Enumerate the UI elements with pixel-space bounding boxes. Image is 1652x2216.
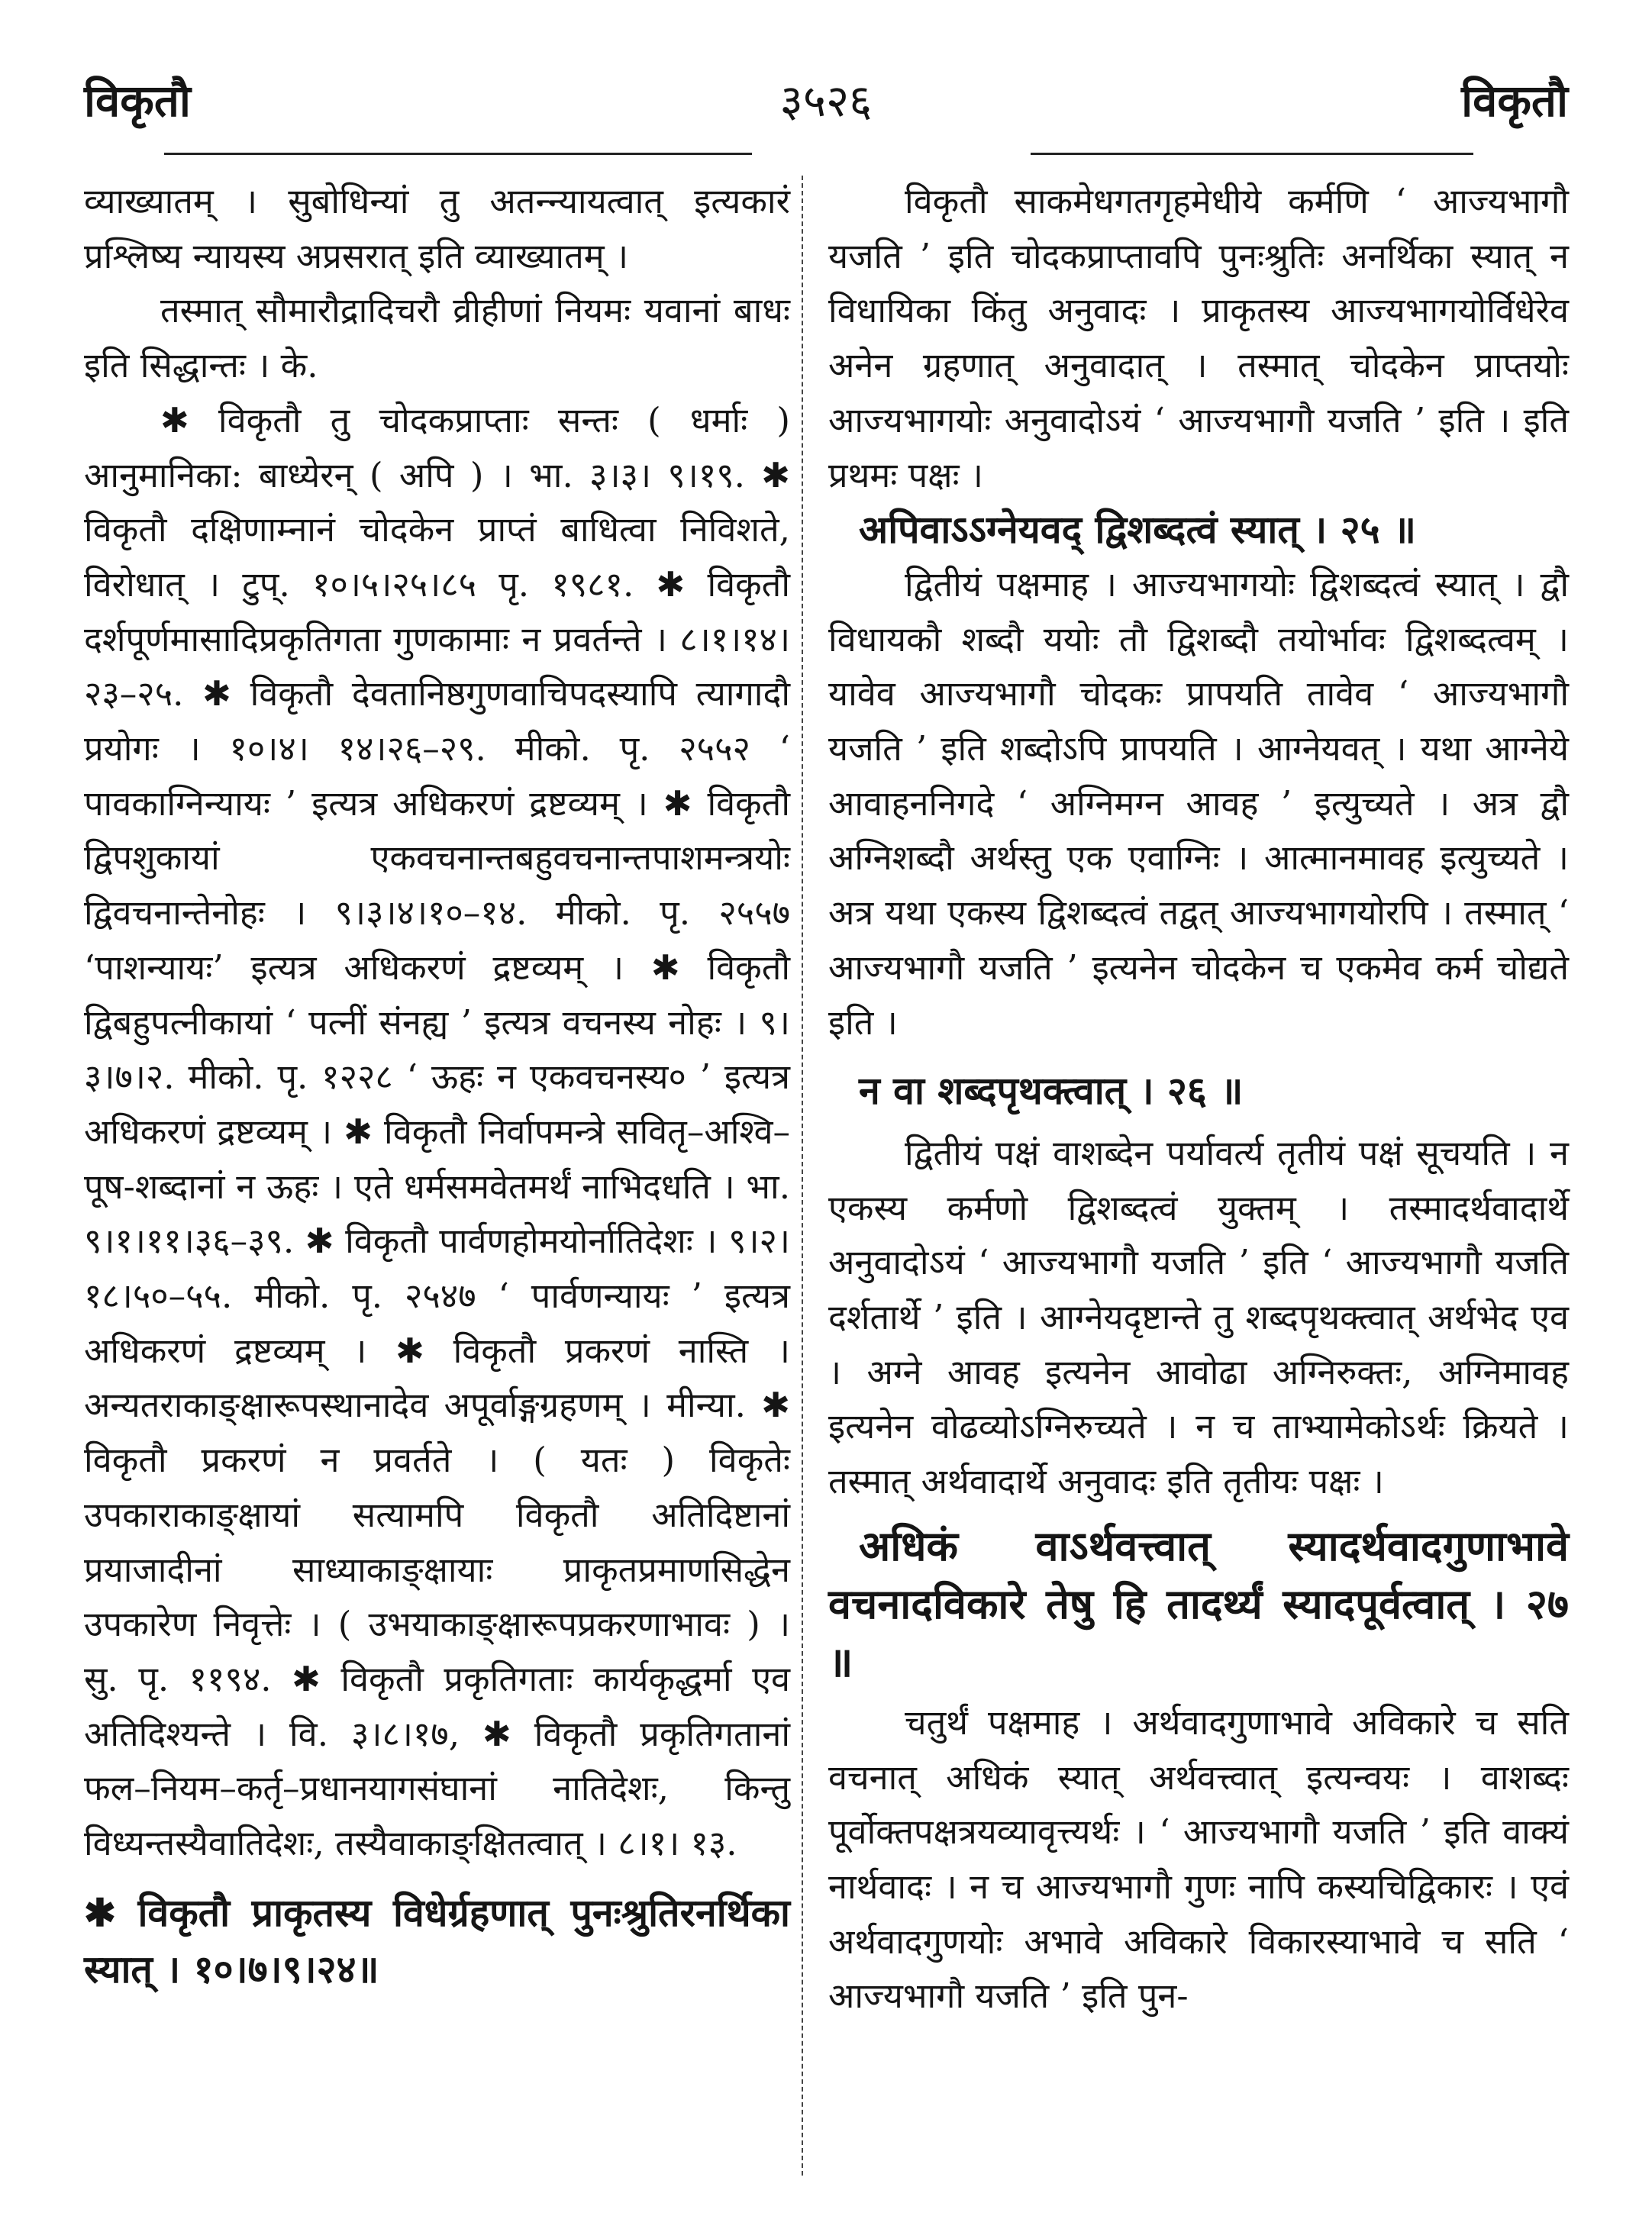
running-head-right: विकृतौ <box>1461 75 1568 127</box>
left-column <box>84 174 790 1998</box>
right-sutra-25: अपिवाऽऽग्नेयवद् द्विशब्दत्वं स्यात् । २५ ॥ <box>859 507 1416 553</box>
right-paragraph-4: चतुर्थं पक्षमाह । अर्थवादगुणाभावे अविकारे च सति वचनात् अधिकं स्यात् अर्थवत्त्वात् इत्यन्वयः । वाशब्दः पूर्वोक्तपक्षत्रयव्यावृत्त्यर्थः । ‘ आज्यभागौ यजति ’ इति वाक्यं नार्थवादः । न च आज्यभागौ गुणः नापि कस्यचिद्विकारः । एवं अर्थवादगुणयोः अभावे अविकारे विकारस्याभावे च सति ‘ आज्यभागौ यजति ’ इति पुन- <box>828 1702 1569 2017</box>
page-number: ३५२६ <box>779 75 873 127</box>
column-divider <box>802 176 803 2176</box>
right-paragraph-2: द्वितीयं पक्षमाह । आज्यभागयोः द्विशब्दत्वं स्यात् । द्वौ विधायकौ शब्दौ ययोः तौ द्विशब्दौ तयोर्भावः द्विशब्दत्वम् । यावेव आज्यभागौ चोदकः प्रापयति तावेव ‘ आज्यभागौ यजति ’ इति शब्दोऽपि प्रापयति । आग्नेयवत् । यथा आग्नेये आवाहननिगदे ‘ अग्निमग्न आवह ’ इत्युच्यते । अत्र द्वौ अग्निशब्दौ अर्थस्तु एक एवाग्निः । आत्मानमावह इत्युच्यते । अत्र यथा एकस्य द्विशब्दत्वं तद्वत् आज्यभागयोरपि । तस्मात् ‘ आज्यभागौ यजति ’ इत्यनेन चोदकेन च एकमेव कर्म चोद्यते इति । <box>828 563 1569 1043</box>
left-paragraph-2: तस्मात् सौमारौद्रादिचरौ व्रीहीणां नियमः यवानां बाधः इति सिद्धान्तः । के. <box>84 290 790 386</box>
page-header <box>84 70 1568 139</box>
right-sutra-27: अधिकं वाऽर्थवत्त्वात् स्यादर्थवादगुणाभावे वचनादविकारे तेषु हि तादर्थ्यं स्यादपूर्वत्वात् । २७ ॥ <box>828 1521 1569 1686</box>
left-paragraph-3: ✱ विकृतौ तु चोदकप्राप्ताः सन्तः ( धर्माः ) आनुमानिका: बाध्येरन् ( अपि ) । भा. ३।३। ९।१९. ✱ विकृतौ दक्षिणाम्नानं चोदकेन प्राप्तं बाधित्वा निविशते, विरोधात् । टुप्. १०।५।२५।८५ पृ. १९८१. ✱ विकृतौ दर्शपूर्णमासादिप्रकृतिगता गुणकामाः न प्रवर्तन्ते । ८।१।१४।२३–२५. ✱ विकृतौ देवतानिष्ठगुणवाचिपदस्यापि त्यागादौ प्रयोगः । १०।४। १४।२६–२९. मीको. पृ. २५५२ ‘ पावकाग्निन्यायः ’ इत्यत्र अधिकरणं द्रष्टव्यम् । ✱ विकृतौ द्विपशुकायां एकवचनान्तबहुवचनान्तपाशमन्त्रयोः द्विवचनान्तेनोहः । ९।३।४।१०–१४. मीको. पृ. २५५७ ‘पाशन्यायः’ इत्यत्र अधिकरणं द्रष्टव्यम् । ✱ विकृतौ द्विबहुपत्नीकायां ‘ पत्नीं संनह्य ’ इत्यत्र वचनस्य नोहः । ९।३।७।२. मीको. पृ. १२२८ ‘ ऊहः न एकवचनस्य० ’ इत्यत्र अधिकरणं द्रष्टव्यम् । ✱ विकृतौ निर्वापमन्त्रे सवितृ–अश्वि–पूष-शब्दानां न ऊहः । एते धर्मसमवेतमर्थं नाभिदधति । भा. ९।१।११।३६–३९. ✱ विकृतौ पार्वणहोमयोर्नातिदेशः । ९।२।१८।५०–५५. मीको. पृ. २५४७ ‘ पार्वणन्यायः ’ इत्यत्र अधिकरणं द्रष्टव्यम् । ✱ विकृतौ प्रकरणं नास्ति । अन्यतराकाङ्क्षारूपस्थानादेव अपूर्वाङ्गग्रहणम् । मीन्या. ✱ विकृतौ प्रकरणं न प्रवर्तते । ( यतः ) विकृतेः उपकाराकाङ्क्षायां सत्यामपि विकृतौ अतिदिष्टानां प्रयाजादीनां साध्याकाङ्क्षायाः प्राकृतप्रमाणसिद्धेन उपकारेण निवृत्तेः । ( उभयाकाङ्क्षारूपप्रकरणाभावः ) । सु. पृ. ११९४. ✱ विकृतौ प्रकृतिगताः कार्यकृद्धर्मा एव अतिदिश्यन्ते । वि. ३।८।१७, ✱ विकृतौ प्रकृतिगतानां फल–नियम–कर्तृ–प्रधानयागसंघानां नातिदेशः, किन्तु विध्यन्तस्यैवातिदेशः, तस्यैवाकाङ्क्षितत्वात् । ८।१। १३. <box>84 399 790 1864</box>
right-paragraph-3: द्वितीयं पक्षं वाशब्देन पर्यावर्त्य तृतीयं पक्षं सूचयति । न एकस्य कर्मणो द्विशब्दत्वं युक्तम् । तस्मादर्थवादार्थे अनुवादोऽयं ‘ आज्यभागौ यजति ’ इति ‘ आज्यभागौ यजति दर्शतार्थे ’ इति । आग्नेयदृष्टान्ते तु शब्दपृथक्त्वात् अर्थभेद एव । अग्ने आवह इत्यनेन आवोढा अग्निरुक्तः, अग्निमावह इत्यनेन वोढव्योऽग्निरुच्यते । न च ताभ्यामेकोऽर्थः क्रियते । तस्मात् अर्थवादार्थे अनुवादः इति तृतीयः पक्षः । <box>828 1132 1569 1502</box>
left-sutra: ✱ विकृतौ प्राकृतस्य विधेर्ग्रहणात् पुनःश्रुतिरनर्थिका स्यात् । १०।७।९।२४॥ <box>84 1889 790 1992</box>
right-sutra-26: न वा शब्दपृथक्त्वात् । २६ ॥ <box>859 1068 1244 1114</box>
running-head-left: विकृतौ <box>84 75 191 127</box>
header-rule-right <box>1031 153 1473 155</box>
right-column <box>828 174 1569 2024</box>
left-paragraph-1: व्याख्यातम् । सुबोधिन्यां तु अतन्न्यायत्वात् इत्यकारं प्रश्लिष्य न्यायस्य अप्रसरात् इति व्याख्यातम् । <box>84 181 790 276</box>
right-paragraph-1: विकृतौ साकमेधगतगृहमेधीये कर्मणि ‘ आज्यभागौ यजति ’ इति चोदकप्राप्तावपि पुनःश्रुतिः अनर्थिका स्यात् न विधायिका किंतु अनुवादः । प्राकृतस्य आज्यभागयोर्विधेरेव अनेन ग्रहणात् अनुवादात् । तस्मात् चोदकेन प्राप्तयोः आज्यभागयोः अनुवादोऽयं ‘ आज्यभागौ यजति ’ इति । इति प्रथमः पक्षः । <box>828 181 1569 495</box>
header-rule-left <box>164 153 752 155</box>
